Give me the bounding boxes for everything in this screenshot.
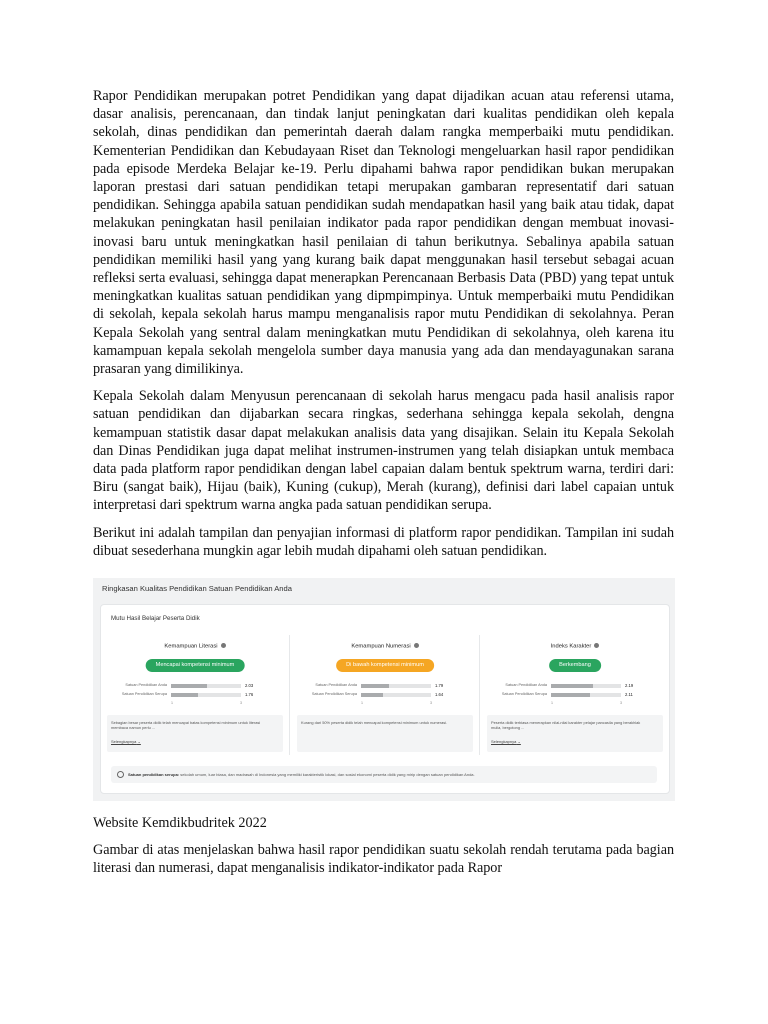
metric-label: Satuan Pendidikan Anda bbox=[315, 683, 357, 688]
quality-card bbox=[100, 604, 670, 794]
figure-caption: Website Kemdikbudritek 2022 bbox=[93, 815, 267, 832]
card-title: Mutu Hasil Belajar Peserta Didik bbox=[111, 615, 200, 623]
rapor-dashboard-figure bbox=[93, 578, 675, 801]
panel-heading: Kemampuan Literasi bbox=[101, 643, 289, 650]
metric-value: 2.03 bbox=[245, 683, 254, 689]
info-icon[interactable] bbox=[414, 643, 419, 648]
metric-bar-fill bbox=[171, 684, 207, 688]
metric-label: Satuan Pendidikan Serupa bbox=[311, 692, 357, 697]
paragraph-2: Kepala Sekolah dalam Menyusun perencanaan di sekolah harus mengacu pada hasil analisis rapor satuan pendidikan dan dijabarkan secara ringkas, sederhana sehingga kepala sekolah, dengna kemampuan statistik dasar dapat melakukan analisis data yang disajikan. Selain itu Kepala Sekolah dan Dinas Pendidikan juga dapat melihat instrumen-instrumen yang telah disiapkan untuk membaca data pada platform rapor pendidikan dengan label capaian dalam bentuk spektrum warna, terdiri dari: Biru (sangat baik), Hijau (baik), Kuning (cukup), Merah (kurang), definisi dari label capaian untuk interpretasi dari spektrum warna angka pada satuan pendidikan serupa. bbox=[93, 388, 674, 514]
paragraph-4: Gambar di atas menjelaskan bahwa hasil rapor pendidikan suatu sekolah rendah terutama pada bagian literasi dan numerasi, dapat menganalisis indikator-indikator pada Rapor bbox=[93, 842, 674, 877]
metric-bar-track bbox=[171, 693, 241, 697]
info-icon[interactable] bbox=[221, 643, 226, 648]
metric-row-serupa bbox=[481, 692, 669, 698]
metric-bar-track bbox=[171, 684, 241, 688]
metric-bar-fill bbox=[361, 684, 389, 688]
metric-row-anda bbox=[101, 683, 289, 689]
note-text: Satuan pendidikan serupa: sekolah umum, luar biasa, dan madrasah di Indonesia yang memiliki karakteristik lokasi, dan sosial ekonomi peserta didik yang mirip dengan satuan pendidikan Anda. bbox=[128, 772, 475, 778]
scale-max: 3 bbox=[240, 701, 242, 706]
metric-row-serupa bbox=[291, 692, 479, 698]
scale-max: 3 bbox=[620, 701, 622, 706]
status-badge: Di bawah kompetensi minimum bbox=[336, 659, 434, 672]
document-page bbox=[93, 87, 674, 887]
metric-bar-fill bbox=[171, 693, 198, 697]
chevron-down-icon: ⌄ bbox=[517, 739, 521, 745]
metric-value: 1.79 bbox=[435, 683, 444, 689]
scale-max: 3 bbox=[430, 701, 432, 706]
description-text: Peserta didik terbiasa menerapkan nilai-nilai karakter pelajar pancasila yang berakhlak mulia, bergotong ... bbox=[491, 720, 641, 731]
panel-literasi bbox=[101, 635, 290, 755]
description-text: Sebagian besar peserta didik telah mencapai batas kompetensi minimum untuk literasi membaca namun perlu ... bbox=[111, 720, 261, 731]
panel-heading: Indeks Karakter bbox=[481, 643, 669, 650]
metric-row-serupa bbox=[101, 692, 289, 698]
description-box bbox=[297, 715, 473, 752]
metric-bar-track bbox=[361, 693, 431, 697]
metric-value: 2.11 bbox=[625, 692, 633, 698]
metric-value: 1.76 bbox=[245, 692, 254, 698]
selengkapnya-link[interactable]: Selengkapnya ⌄ bbox=[111, 739, 141, 745]
metric-bar-fill bbox=[361, 693, 383, 697]
paragraph-3: Berikut ini adalah tampilan dan penyajian informasi di platform rapor pendidikan. Tampilan ini sudah dibuat sesederhana mungkin agar lebih mudah dipahami oleh satuan pendidikan. bbox=[93, 524, 674, 559]
metric-row-anda bbox=[291, 683, 479, 689]
metric-bar-track bbox=[361, 684, 431, 688]
metric-label: Satuan Pendidikan Anda bbox=[125, 683, 167, 688]
metric-value: 1.64 bbox=[435, 692, 444, 698]
scale-min: 1 bbox=[551, 701, 553, 706]
chevron-down-icon: ⌄ bbox=[137, 739, 141, 745]
info-circle-icon bbox=[117, 771, 124, 778]
scale-min: 1 bbox=[171, 701, 173, 706]
status-badge: Mencapai kompetensi minimum bbox=[146, 659, 245, 672]
metric-bar-track bbox=[551, 693, 621, 697]
metric-label: Satuan Pendidikan Serupa bbox=[501, 692, 547, 697]
description-box bbox=[107, 715, 283, 752]
paragraph-1: Rapor Pendidikan merupakan potret Pendidikan yang dapat dijadikan acuan atau referensi utama, dasar analisis, perencanaan, dan tindak lanjut peningkatan dari kualitas pendidikan oleh kepala sekolah, dinas pendidikan dan pemerintah daerah dalam rangka memperbaiki mutu pendidikan. Kementerian Pendidikan dan Kebudayaan Riset dan Teknologi mengeluarkan hasil rapor pendidikan pada episode Merdeka Belajar ke-19. Perlu dipahami bahwa rapor pendidikan bukan merupakan laporan prestasi dari satuan pendidikan tetapi merupakan gambaran representatif dari satuan pendidikan. Sehingga apabila satuan pendidikan sudah mendapatkan hasil yang baik atau tidak, dapat melakukan peningkatan hasil penilaian indikator pada rapor pendidikan dengan membuat inovasi-inovasi baru untuk meningkatkan hasil penilaian di tahun berikutnya. Sebalinya apabila satuan pendidikan memiliki hasil yang yang kurang baik dapat menggunakan hasil tersebut sebagai acuan refleksi serta evaluasi, sehingga dapat menerapkan Perencanaan Berbasis Data (PBD) yang tepat untuk meningkatkan kualitas satuan pendidikan yang dipmpimpinya. Untuk memperbaiki mutu Pendidikan di sekolah, kepala sekolah harus mampu menganalisis rapor mutu Pendidikan di sekolahnya. Peran Kepala Sekolah yang sentral dalam meningkatkan mutu Pendidikan di sekolahnya, oleh karena itu kamampuan kepala sekolah mengelola sumber daya manusia yang ada dan mendayagunakan sarana prasaran yang dimilikinya. bbox=[93, 88, 674, 378]
metric-label: Satuan Pendidikan Serupa bbox=[121, 692, 167, 697]
metric-value: 2.19 bbox=[625, 683, 634, 689]
description-text: Kurang dari 50% peserta didik telah mencapai kompetensi minimum untuk numerasi. bbox=[301, 720, 448, 726]
metric-bar-track bbox=[551, 684, 621, 688]
selengkapnya-link[interactable]: Selengkapnya ⌄ bbox=[491, 739, 521, 745]
scale-min: 1 bbox=[361, 701, 363, 706]
info-icon[interactable] bbox=[594, 643, 599, 648]
metric-label: Satuan Pendidikan Anda bbox=[505, 683, 547, 688]
figure-title: Ringkasan Kualitas Pendidikan Satuan Pendidikan Anda bbox=[102, 584, 292, 594]
panel-karakter bbox=[481, 635, 669, 755]
metric-bar-fill bbox=[551, 684, 593, 688]
metric-bar-fill bbox=[551, 693, 590, 697]
panel-numerasi bbox=[291, 635, 480, 755]
status-badge: Berkembang bbox=[549, 659, 601, 672]
comparison-note bbox=[111, 766, 657, 783]
panel-heading: Kemampuan Numerasi bbox=[291, 643, 479, 650]
metric-row-anda bbox=[481, 683, 669, 689]
description-box bbox=[487, 715, 663, 752]
